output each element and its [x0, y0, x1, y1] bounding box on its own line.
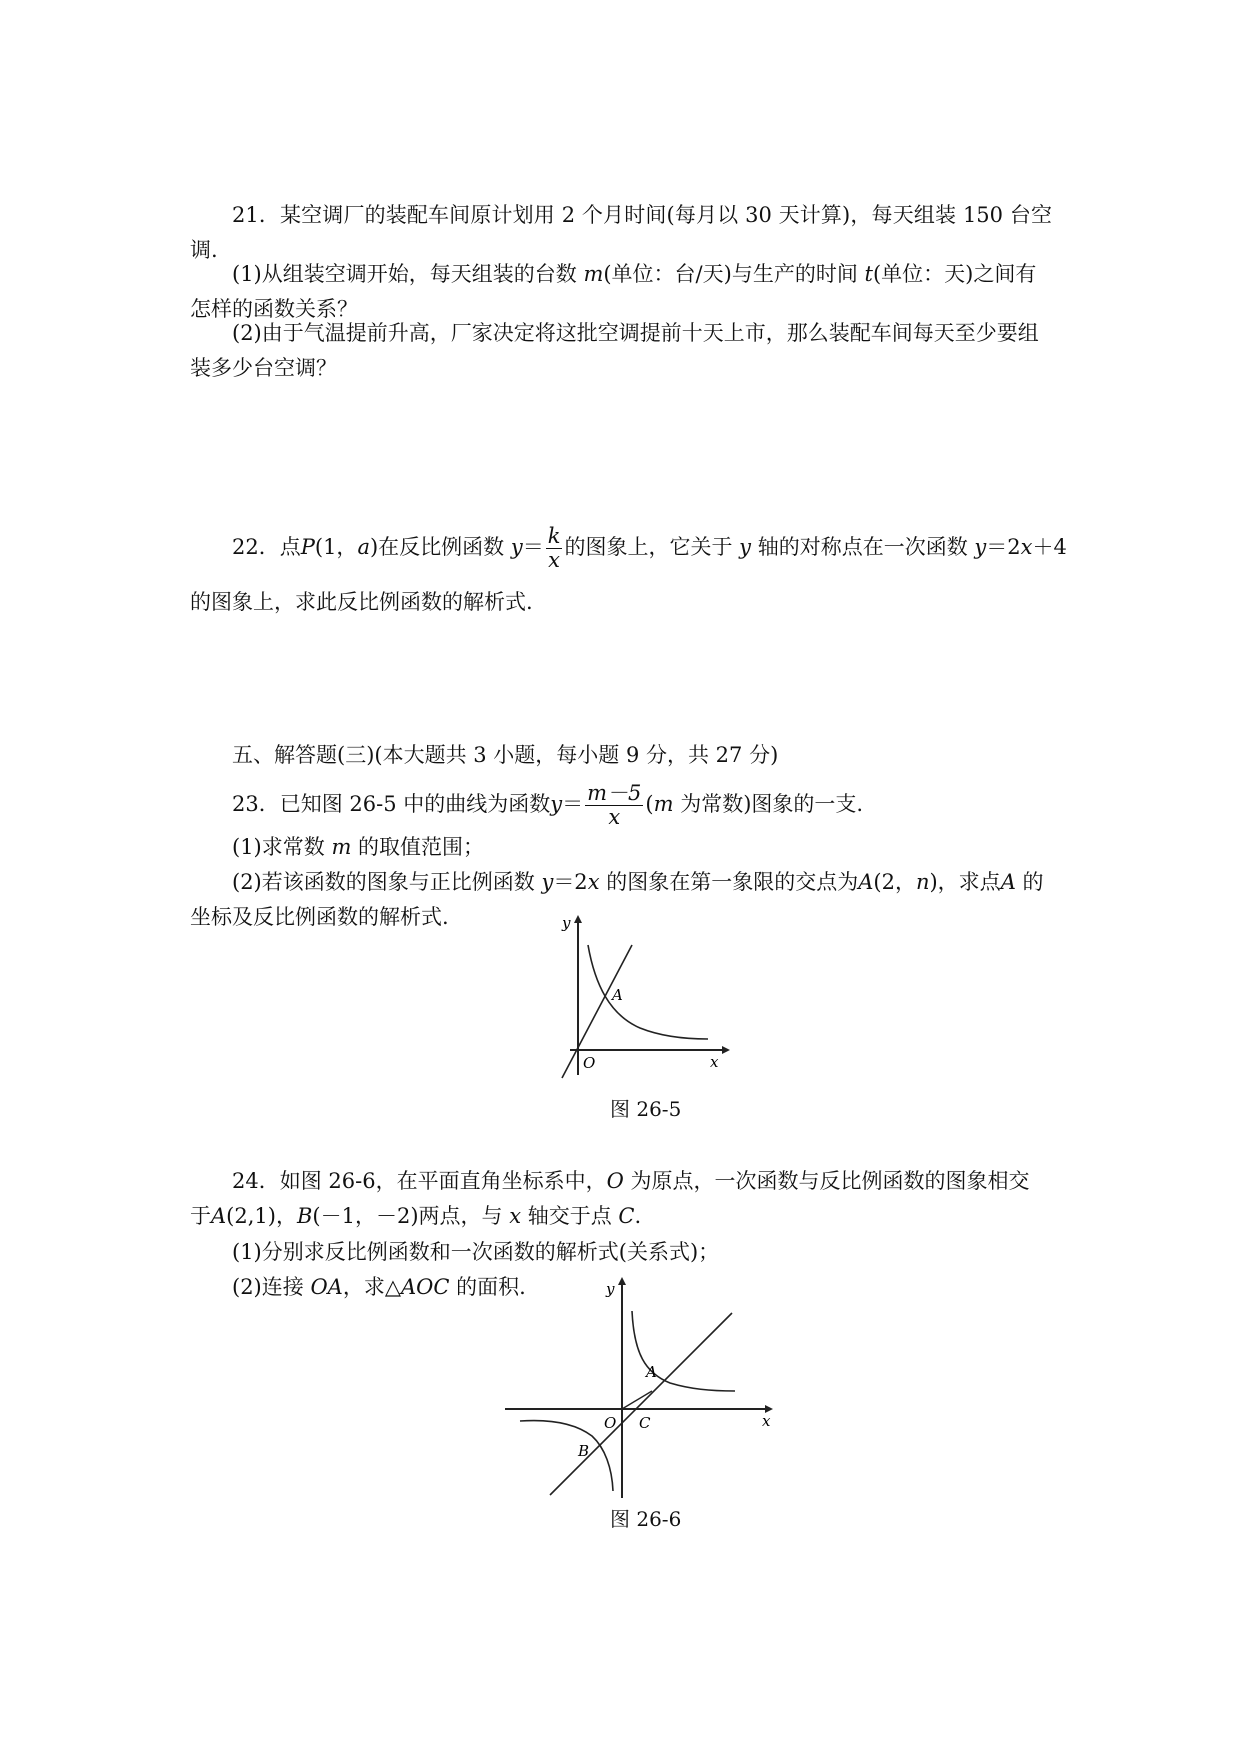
q22-fraction: $\frac{k}{x}$ [547, 524, 561, 573]
q23-part2: (2)若该函数的图象与正比例函数 y＝2x 的图象在第一象限的交点为A(2，n)，求点A 的 [232, 870, 1044, 894]
q23-part1: (1)求常数 m 的取值范围； [232, 835, 485, 859]
q24-line1: 24．如图 26-6，在平面直角坐标系中，O 为原点，一次函数与反比例函数的图象相交 [232, 1169, 1030, 1193]
point-a-label: A [646, 1363, 657, 1381]
section-heading: 五、解答题(三)(本大题共 3 小题，每小题 9 分，共 27 分) [232, 743, 779, 767]
y-axis-label: y [606, 1280, 615, 1298]
q22-line1: 22．点P(1，a)在反比例函数 y＝ $\frac{k}{x}$ 的图象上，它关于 y 轴的对称点在一次函数 y＝2x＋4 [232, 524, 1067, 573]
q24-part2: (2)连接 OA，求△AOC 的面积. [232, 1275, 526, 1299]
q24-line2: 于A(2,1)，B(－1，－2)两点，与 x 轴交于点 C. [190, 1204, 642, 1228]
x-axis-arrow [722, 1046, 730, 1054]
y-axis-arrow [574, 915, 582, 923]
q21-part1: (1)从组装空调开始，每天组装的台数 m(单位：台/天)与生产的时间 t(单位：天)之间有怎样的函数关系？ [190, 262, 1037, 321]
point-a-label: A [612, 986, 623, 1004]
q21-stem: 21．某空调厂的装配车间原计划用 2 个月时间(每月以 30 天计算)，每天组装 150 台空调. [190, 203, 1052, 262]
figure-26-5 [550, 915, 730, 1090]
figure-26-5-caption: 图 26-5 [610, 1097, 682, 1121]
origin-label: O [604, 1414, 617, 1432]
figure-26-6-caption: 图 26-6 [610, 1507, 682, 1531]
q24-part1: (1)分别求反比例函数和一次函数的解析式(关系式)； [232, 1240, 720, 1264]
origin-label: O [583, 1054, 596, 1072]
point-b-label: B [578, 1442, 590, 1460]
x-axis-label: x [710, 1053, 719, 1071]
x-axis-label: x [762, 1412, 771, 1430]
point-c-label: C [639, 1414, 651, 1432]
y-axis-arrow [618, 1277, 626, 1285]
line-y-2x [562, 945, 632, 1078]
y-axis-label: y [562, 915, 571, 932]
q23-part2-cont: 坐标及反比例函数的解析式. [190, 905, 449, 929]
figure-26-6 [500, 1273, 780, 1503]
q23-line1: 23．已知图 26-5 中的曲线为函数y＝ $\frac{m-5}{x}$ (m 为常数)图象的一支. [232, 781, 864, 830]
q21-part2: (2)由于气温提前升高，厂家决定将这批空调提前十天上市，那么装配车间每天至少要组装多少台空调？ [190, 321, 1039, 380]
q22-line2: 的图象上，求此反比例函数的解析式. [190, 590, 533, 614]
hyperbola-branch-q3 [520, 1421, 613, 1491]
hyperbola-curve [588, 945, 708, 1039]
line-ab [550, 1313, 732, 1495]
segment-oa [622, 1391, 652, 1409]
q23-fraction: $\frac{m-5}{x}$ [587, 781, 642, 830]
